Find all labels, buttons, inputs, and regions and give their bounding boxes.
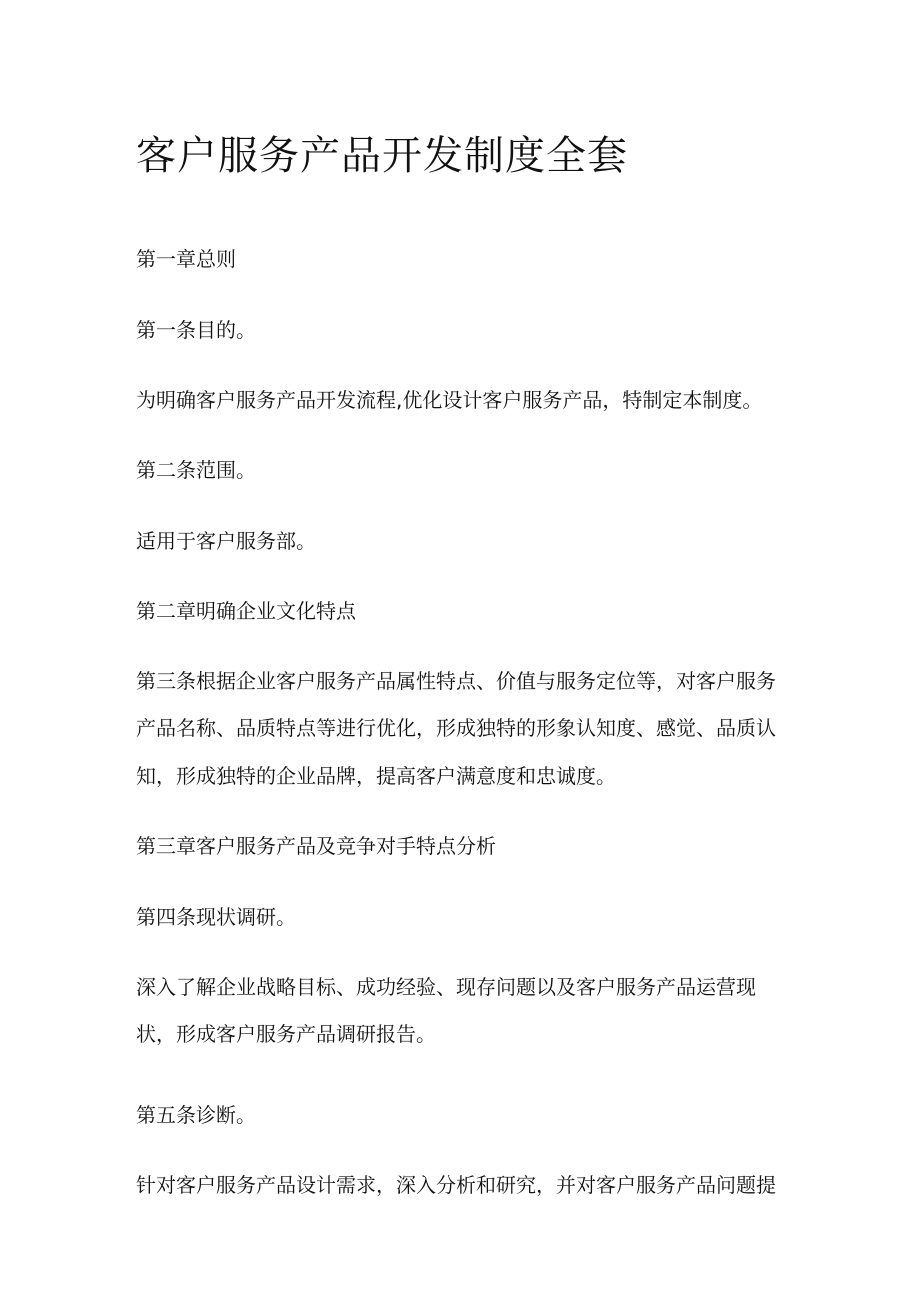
chapter-3-heading: 第三章客户服务产品及竞争对手特点分析: [136, 834, 496, 858]
article-3-body-line-3: 知，形成独特的企业品牌，提高客户满意度和忠诚度。: [136, 764, 616, 788]
article-5-heading: 第五条诊断。: [136, 1103, 256, 1127]
article-2-heading: 第二条范围。: [136, 458, 256, 482]
article-4-body-line-2: 状，形成客户服务产品调研报告。: [136, 1022, 436, 1046]
chapter-2-heading: 第二章明确企业文化特点: [136, 599, 356, 623]
article-2-body: 适用于客户服务部。: [136, 529, 316, 553]
chapter-1-heading: 第一章总则: [136, 247, 236, 271]
article-3-body-line-2: 产品名称、品质特点等进行优化，形成独特的形象认知度、感觉、品质认: [136, 716, 776, 740]
document-title: 客户服务产品开发制度全套: [136, 133, 628, 179]
article-1-heading: 第一条目的。: [136, 318, 256, 342]
article-5-body-line-1: 针对客户服务产品设计需求，深入分析和研究，并对客户服务产品问题提: [136, 1173, 776, 1197]
article-1-body: 为明确客户服务产品开发流程,优化设计客户服务产品，特制定本制度。: [136, 388, 763, 412]
article-4-body-line-1: 深入了解企业战略目标、成功经验、现存问题以及客户服务产品运营现: [136, 975, 756, 999]
article-3-body-line-1: 第三条根据企业客户服务产品属性特点、价值与服务定位等，对客户服务: [136, 669, 776, 693]
article-4-heading: 第四条现状调研。: [136, 905, 296, 929]
